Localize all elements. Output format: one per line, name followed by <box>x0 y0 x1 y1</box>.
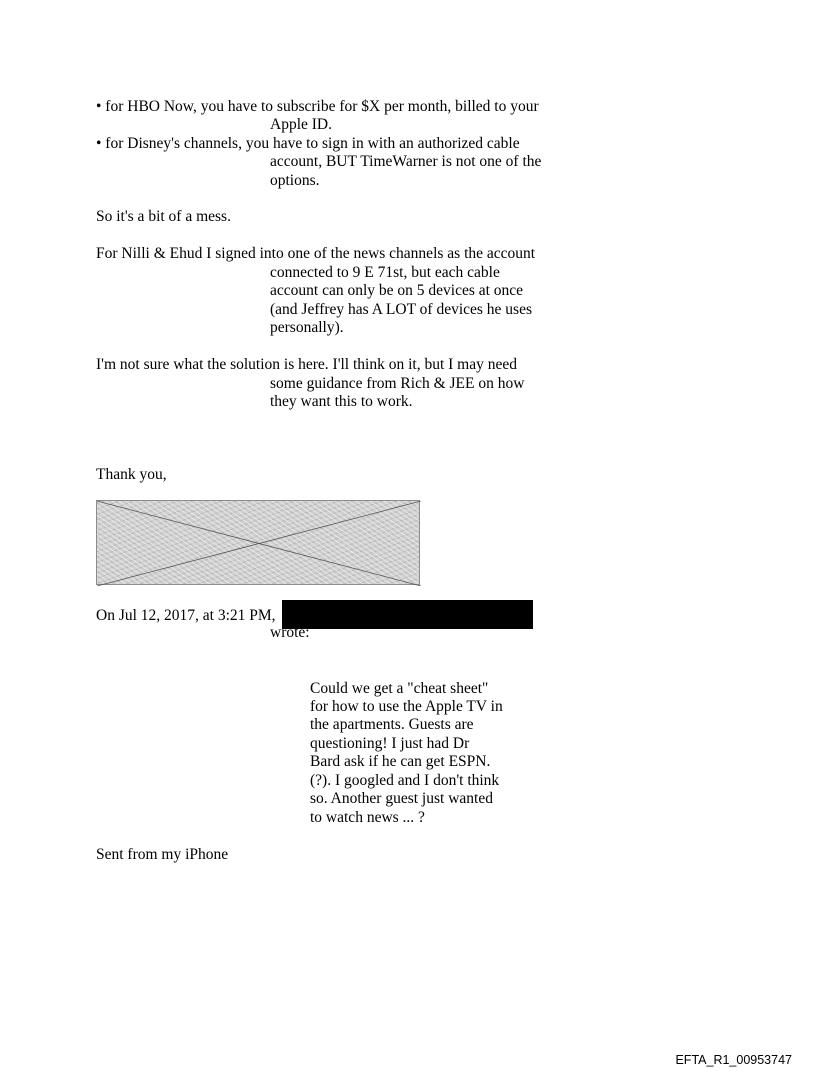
nilli-paragraph-cont-2: account can only be on 5 devices at once <box>270 282 524 299</box>
document-id-footer: EFTA_R1_00953747 <box>675 1053 792 1067</box>
quoted-line-2: for how to use the Apple TV in <box>310 698 503 715</box>
quoted-line-5: Bard ask if he can get ESPN. <box>310 753 491 770</box>
quoted-line-7: so. Another guest just wanted <box>310 790 493 807</box>
bullet-disney-cont-2: options. <box>270 172 320 189</box>
redaction-bar <box>282 600 533 629</box>
nilli-paragraph-cont-3: (and Jeffrey has A LOT of devices he uses <box>270 301 532 318</box>
signature: Sent from my iPhone <box>96 846 229 863</box>
bullet-hbo-now: • for HBO Now, you have to subscribe for $X per month, billed to your <box>96 98 539 115</box>
quoted-line-6: (?). I googled and I don't think <box>310 772 500 789</box>
quote-header-wrote: wrote: <box>270 624 310 641</box>
mess-line: So it's a bit of a mess. <box>96 208 231 225</box>
broken-image-icon <box>97 501 421 586</box>
nilli-paragraph-cont-1: connected to 9 E 71st, but each cable <box>270 264 500 281</box>
nilli-paragraph-cont-4: personally). <box>270 319 344 336</box>
quoted-line-8: to watch news ... ? <box>310 809 425 826</box>
bullet-disney-cont-1: account, BUT TimeWarner is not one of the <box>270 153 542 170</box>
quoted-line-4: questioning! I just had Dr <box>310 735 470 752</box>
solution-paragraph: I'm not sure what the solution is here. I'll think on it, but I may need <box>96 356 517 373</box>
bullet-disney: • for Disney's channels, you have to sign in with an authorized cable <box>96 135 520 152</box>
quoted-line-1: Could we get a "cheat sheet" <box>310 680 489 697</box>
closing: Thank you, <box>96 466 167 483</box>
quote-header: On Jul 12, 2017, at 3:21 PM, <box>96 607 276 624</box>
solution-paragraph-cont-1: some guidance from Rich & JEE on how <box>270 375 525 392</box>
bullet-hbo-now-cont: Apple ID. <box>270 116 332 133</box>
solution-paragraph-cont-2: they want this to work. <box>270 393 413 410</box>
missing-image-placeholder <box>96 500 420 585</box>
quoted-line-3: the apartments. Guests are <box>310 716 474 733</box>
nilli-paragraph: For Nilli & Ehud I signed into one of the news channels as the account <box>96 245 536 262</box>
